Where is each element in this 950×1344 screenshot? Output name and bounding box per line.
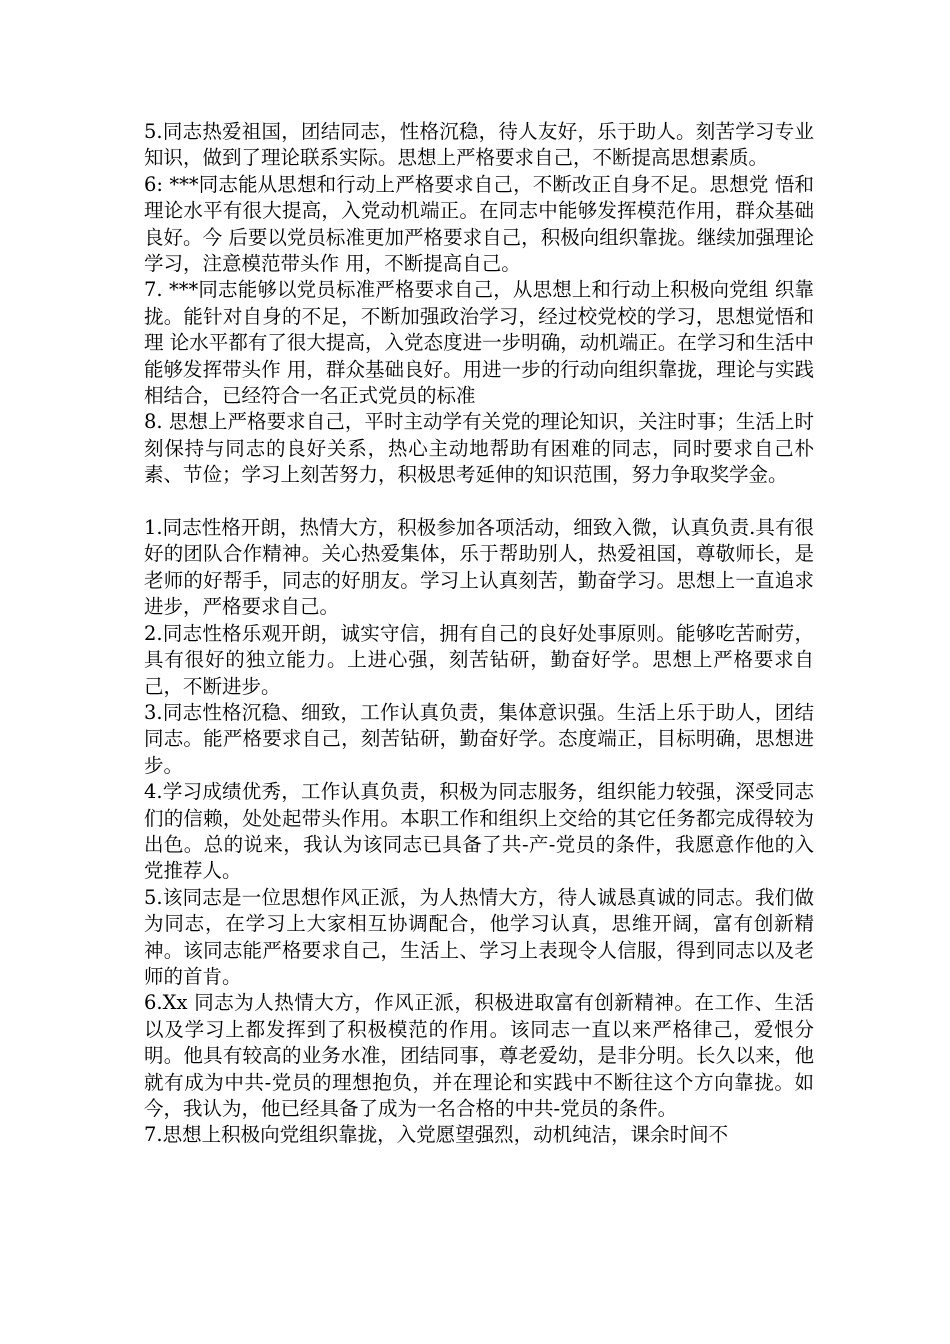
section-b (144, 515, 814, 1149)
paragraph-b7: 7.思想上积极向党组织靠拢，入党愿望强烈，动机纯洁，课余时间不 (144, 1123, 729, 1147)
paragraph-b1: 1.同志性格开朗，热情大方，积极参加各项活动，细致入微，认真负责.具有很好的团队合作精神。关心热爱集体，乐于帮助别人，热爱祖国，尊敬师长，是老师的好帮手，同志的好朋友。学习上认真刻苦，勤奋学习。思想上一直追求进步，严格要求自己。 (144, 516, 814, 619)
paragraph-a6: 6: ***同志能从思想和行动上严格要求自己，不断改正自身不足。思想党 悟和理论水平有很大提高，入党动机端正。在同志中能够发挥模范作用，群众基础良好。今 后要以党员标准更加严格要求自己，积极向组织靠拢。继续加强理论学习，注意模范带头作 用，不断提高自己。 (144, 172, 814, 276)
paragraph-b2: 2.同志性格乐观开朗，诚实守信，拥有自己的良好处事原则。能够吃苦耐劳，具有很好的独立能力。上进心强，刻苦钻研，勤奋好学。思想上严格要求自己，不断进步。 (144, 621, 814, 698)
document-body (144, 119, 814, 1149)
paragraph-a7: 7. ***同志能够以党员标准严格要求自己，从思想上和行动上积极向党组 织靠拢。能针对自身的不足，不断加强政治学习，经过校党校的学习，思想觉悟和理 论水平都有了很大提高，入党态度进一步明确，动机端正。在学习和生活中能够发挥带头作 用，群众基础良好。用进一步的行动向组织靠拢，理论与实践相结合，已经符合一名正式党员的标准 (144, 278, 814, 408)
paragraph-b4: 4.学习成绩优秀，工作认真负责，积极为同志服务，组织能力较强，深受同志们的信赖，处处起带头作用。本职工作和组织上交给的其它任务都完成得较为出色。总的说来，我认为该同志已具备了共-产-党员的条件，我愿意作他的入党推荐人。 (144, 780, 814, 883)
paragraph-b3: 3.同志性格沉稳、细致，工作认真负责，集体意识强。生活上乐于助人，团结同志。能严格要求自己，刻苦钻研，勤奋好学。态度端正，目标明确，思想进步。 (144, 700, 814, 777)
paragraph-a5: 5.同志热爱祖国，团结同志，性格沉稳，待人友好，乐于助人。刻苦学习专业知识，做到了理论联系实际。思想上严格要求自己，不断提高思想素质。 (144, 120, 814, 170)
section-a (144, 119, 814, 489)
paragraph-b5: 5.该同志是一位思想作风正派，为人热情大方，待人诚恳真诚的同志。我们做为同志，在学习上大家相互协调配合，他学习认真，思维开阔，富有创新精神。该同志能严格要求自己，生活上、学习上表现令人信服，得到同志以及老师的首肯。 (144, 885, 814, 988)
paragraph-b6: 6.Xx 同志为人热情大方，作风正派，积极进取富有创新精神。在工作、生活以及学习上都发挥到了积极模范的作用。该同志一直以来严格律己，爱恨分明。他具有较高的业务水准，团结同事，尊老爱幼，是非分明。长久以来，他就有成为中共-党员的理想抱负，并在理论和实践中不断往这个方向靠拢。如今，我认为，他已经具备了成为一名合格的中共-党员的条件。 (144, 991, 814, 1121)
paragraph-a8: 8. 思想上严格要求自己，平时主动学有关党的理论知识，关注时事；生活上时刻保持与同志的良好关系，热心主动地帮助有困难的同志，同时要求自己朴素、节俭；学习上刻苦努力，积极思考延伸的知识范围，努力争取奖学金。 (144, 410, 814, 487)
section-gap (144, 489, 814, 515)
